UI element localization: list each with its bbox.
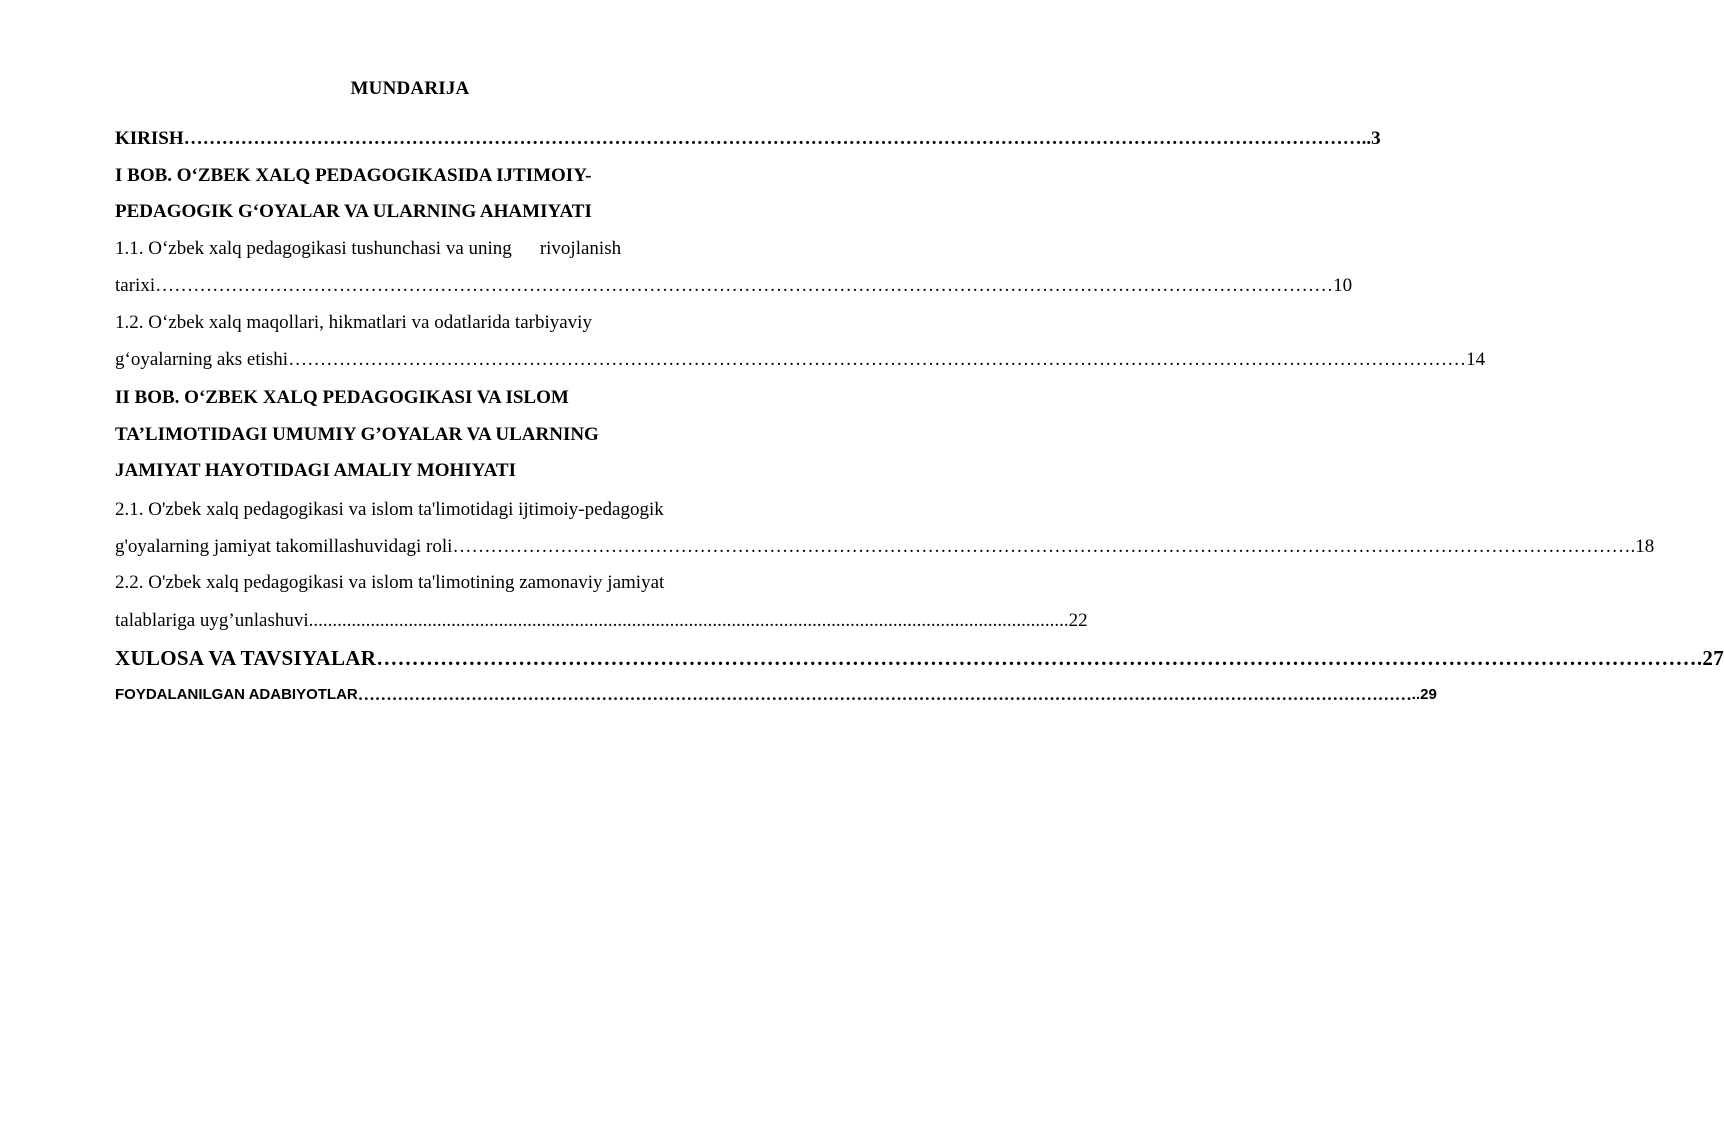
- toc-entry-label: FOYDALANILGAN ADABIYOTLAR: [115, 686, 358, 703]
- page-title: MUNDARIJA: [350, 78, 470, 99]
- dot-leader: ……………………………………………………………………………………………………………………………………………………………………: [357, 685, 1412, 704]
- toc-entry-label-continued: rivojlanish: [539, 238, 622, 259]
- dot-leader: ……………………………………………………………………………………………………………………………………………………………………: [452, 536, 1631, 557]
- page-number: ..29: [1411, 686, 1437, 703]
- dot-leader: ……………………………………………………………………………………………………………………………………………………………………: [155, 275, 1334, 296]
- toc-entry-label: tarixi: [115, 275, 156, 296]
- toc-entry-label: XULOSA VA TAVSIYALAR: [115, 646, 377, 670]
- toc-entry-label: g'oyalarning jamiyat takomillashuvidagi roli: [115, 536, 453, 557]
- toc-section-1-2-line-2[interactable]: [115, 349, 1486, 371]
- page-number: 10: [1333, 275, 1353, 296]
- page-number: ..3: [1361, 128, 1381, 149]
- toc-section-1-1-line-2[interactable]: [115, 275, 1353, 297]
- dot-leader: ……………………………………………………………………………………………………………………………………………………………………: [288, 349, 1467, 370]
- toc-chapter-2-line-2[interactable]: TA’LIMOTIDAGI UMUMIY G’OYALAR VA ULARNING: [115, 424, 599, 445]
- toc-entry-label: KIRISH: [115, 128, 184, 149]
- toc-section-1-1-line-1[interactable]: [115, 238, 741, 260]
- toc-entry-kirish[interactable]: [115, 128, 1381, 150]
- toc-chapter-2-line-1[interactable]: II BOB. O‘ZBEK XALQ PEDAGOGIKASI VA ISLOM: [115, 387, 569, 408]
- toc-entry-adabiyotlar[interactable]: [115, 684, 1437, 706]
- toc-chapter-1-line-1[interactable]: I BOB. O‘ZBEK XALQ PEDAGOGIKASIDA IJTIMOIY-: [115, 165, 592, 186]
- toc-entry-label: talablariga uyg’unlashuvi: [115, 610, 309, 631]
- period-leader: ................................................................................................................................................................: [308, 610, 1069, 631]
- toc-chapter-1-line-2[interactable]: PEDAGOGIK G‘OYALAR VA ULARNING AHAMIYATI: [115, 201, 592, 222]
- toc-chapter-2-line-3[interactable]: JAMIYAT HAYOTIDAGI AMALIY MOHIYATI: [115, 460, 517, 481]
- toc-section-2-2-line-2[interactable]: [115, 610, 1088, 632]
- page-number: 22: [1068, 610, 1088, 631]
- toc-section-2-2-line-1[interactable]: 2.2. O'zbek xalq pedagogikasi va islom ta'limotining zamonaviy jamiyat: [115, 572, 665, 593]
- toc-section-2-1-line-2[interactable]: [115, 536, 1655, 558]
- toc-section-1-2-line-1[interactable]: 1.2. O‘zbek xalq maqollari, hikmatlari va odatlarida tarbiyaviy: [115, 312, 592, 333]
- page-number: 14: [1466, 349, 1486, 370]
- dot-leader: ……………………………………………………………………………………………………………………………………………………………………: [183, 128, 1362, 149]
- toc-section-2-1-line-1[interactable]: 2.1. O'zbek xalq pedagogikasi va islom ta'limotidagi ijtimoiy-pedagogik: [115, 499, 664, 520]
- page-number: .18: [1630, 536, 1655, 557]
- toc-entry-xulosa[interactable]: [115, 646, 1724, 670]
- toc-entry-label: 1.1. O‘zbek xalq pedagogikasi tushunchasi va uning: [115, 238, 512, 259]
- page-number: .27: [1696, 646, 1724, 670]
- toc-entry-label: g‘oyalarning aks etishi: [115, 349, 289, 370]
- dot-leader: ……………………………………………………………………………………………………………………………………………………………………: [376, 646, 1697, 670]
